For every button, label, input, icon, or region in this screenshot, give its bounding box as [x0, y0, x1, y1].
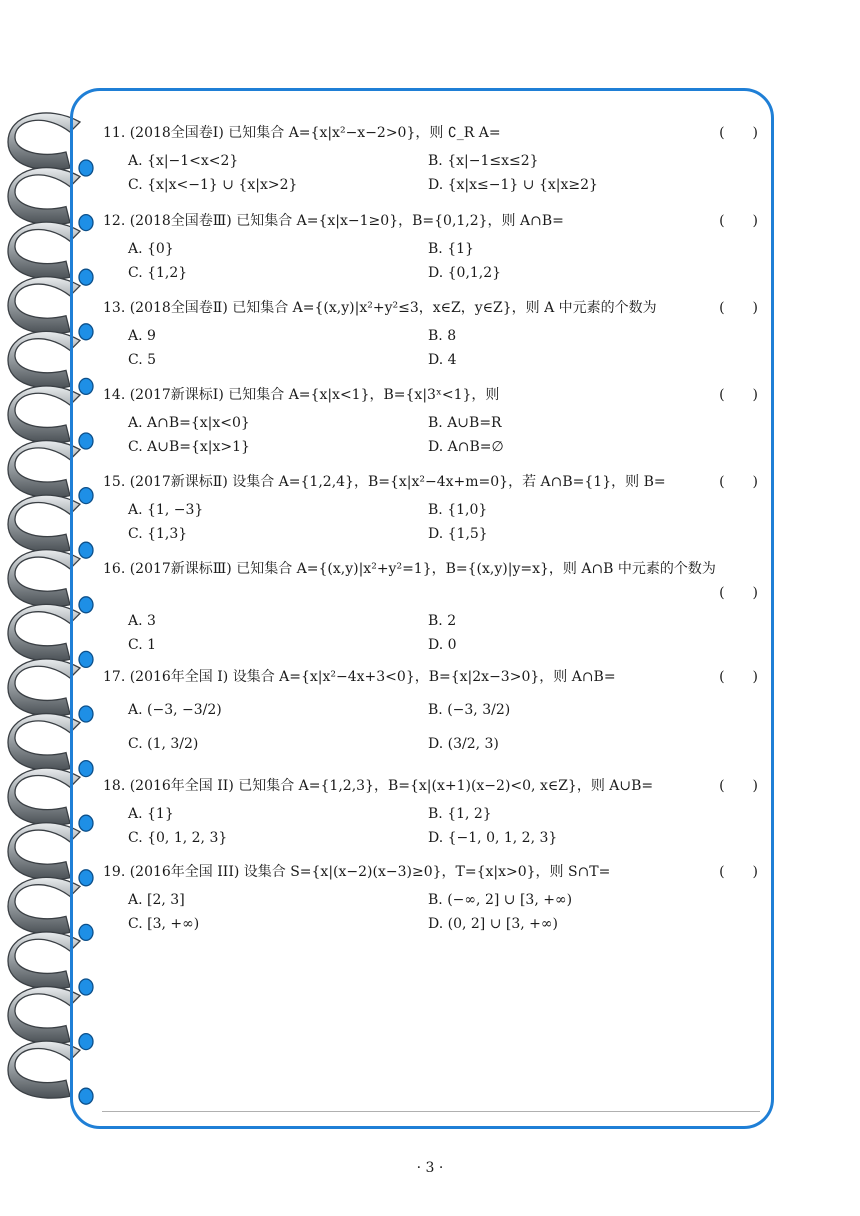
- option-d: D. (3/2, 3): [428, 736, 499, 752]
- question-stem: 16. (2017新课标Ⅲ) 已知集合 A={(x,y)|x²+y²=1}，B={(x,y)|y=x}，则 A∩B 中元素的个数为: [103, 561, 716, 577]
- option-b: B. A∪B=R: [428, 415, 502, 431]
- question-stem: 13. (2018全国卷Ⅱ) 已知集合 A={(x,y)|x²+y²≤3，x∈Z，y∈Z}，则 A 中元素的个数为: [103, 300, 657, 316]
- question-13: [103, 296, 763, 372]
- answer-paren: ( ): [719, 387, 758, 403]
- question-stem: 15. (2017新课标Ⅱ) 设集合 A={1,2,4}，B={x|x²−4x+m=0}，若 A∩B={1}，则 B=: [103, 474, 666, 490]
- option-b: B. {1}: [428, 241, 474, 257]
- question-stem: 12. (2018全国卷Ⅲ) 已知集合 A={x|x−1≥0}，B={0,1,2}，则 A∩B=: [103, 213, 564, 229]
- option-d: D. 0: [428, 637, 457, 653]
- option-b: B. 8: [428, 328, 457, 344]
- option-a: A. 9: [128, 328, 156, 344]
- option-c: C. 5: [128, 352, 157, 368]
- option-d: D. {x|x≤−1} ∪ {x|x≥2}: [428, 177, 598, 193]
- option-b: B. 2: [428, 613, 457, 629]
- option-d: D. {1,5}: [428, 526, 488, 542]
- option-c: C. 1: [128, 637, 157, 653]
- option-a: A. {1}: [128, 806, 174, 822]
- question-stem: 19. (2016年全国 III) 设集合 S={x|(x−2)(x−3)≥0}，T={x|x>0}，则 S∩T=: [103, 864, 611, 880]
- question-18: [103, 774, 763, 850]
- option-d: D. {−1, 0, 1, 2, 3}: [428, 830, 558, 846]
- option-a: A. 3: [128, 613, 156, 629]
- option-a: A. A∩B={x|x<0}: [128, 415, 250, 431]
- question-11: [103, 121, 763, 197]
- footer-rule: [102, 1111, 760, 1112]
- question-17: [103, 665, 763, 761]
- answer-paren: ( ): [719, 125, 758, 141]
- question-stem: 17. (2016年全国 I) 设集合 A={x|x²−4x+3<0}，B={x|2x−3>0}，则 A∩B=: [103, 669, 616, 685]
- question-stem: 11. (2018全国卷Ⅰ) 已知集合 A={x|x²−x−2>0}，则 ∁_R A=: [103, 125, 501, 141]
- option-a: A. [2, 3]: [128, 892, 185, 908]
- option-a: A. {0}: [128, 241, 174, 257]
- answer-paren: ( ): [719, 213, 758, 229]
- option-d: D. A∩B=∅: [428, 439, 504, 455]
- answer-paren: ( ): [719, 864, 758, 880]
- answer-paren: ( ): [719, 669, 758, 685]
- option-c: C. {1,3}: [128, 526, 188, 542]
- option-c: C. (1, 3/2): [128, 736, 199, 752]
- option-b: B. {1,0}: [428, 502, 488, 518]
- option-a: A. (−3, −3/2): [128, 702, 222, 718]
- option-b: B. {1, 2}: [428, 806, 492, 822]
- option-d: D. 4: [428, 352, 457, 368]
- question-14: [103, 383, 763, 459]
- option-b: B. (−3, 3/2): [428, 702, 511, 718]
- question-stem: 18. (2016年全国 II) 已知集合 A={1,2,3}，B={x|(x+1)(x−2)<0, x∈Z}，则 A∪B=: [103, 778, 654, 794]
- answer-paren: ( ): [719, 585, 758, 601]
- answer-paren: ( ): [719, 300, 758, 316]
- answer-paren: ( ): [719, 474, 758, 490]
- option-c: C. {1,2}: [128, 265, 188, 281]
- question-12: [103, 209, 763, 285]
- option-c: C. {x|x<−1} ∪ {x|x>2}: [128, 177, 298, 193]
- option-d: D. {0,1,2}: [428, 265, 502, 281]
- question-16: [103, 557, 763, 657]
- question-15: [103, 470, 763, 546]
- option-c: C. {0, 1, 2, 3}: [128, 830, 228, 846]
- option-c: C. A∪B={x|x>1}: [128, 439, 250, 455]
- option-a: A. {x|−1<x<2}: [128, 153, 239, 169]
- option-b: B. (−∞, 2] ∪ [3, +∞): [428, 892, 573, 908]
- option-c: C. [3, +∞): [128, 916, 200, 932]
- answer-paren: ( ): [719, 778, 758, 794]
- page-number: · 3 ·: [416, 1160, 444, 1176]
- option-a: A. {1, −3}: [128, 502, 204, 518]
- question-19: [103, 860, 763, 936]
- option-d: D. (0, 2] ∪ [3, +∞): [428, 916, 559, 932]
- option-b: B. {x|−1≤x≤2}: [428, 153, 539, 169]
- question-stem: 14. (2017新课标Ⅰ) 已知集合 A={x|x<1}，B={x|3ˣ<1}，则: [103, 387, 500, 403]
